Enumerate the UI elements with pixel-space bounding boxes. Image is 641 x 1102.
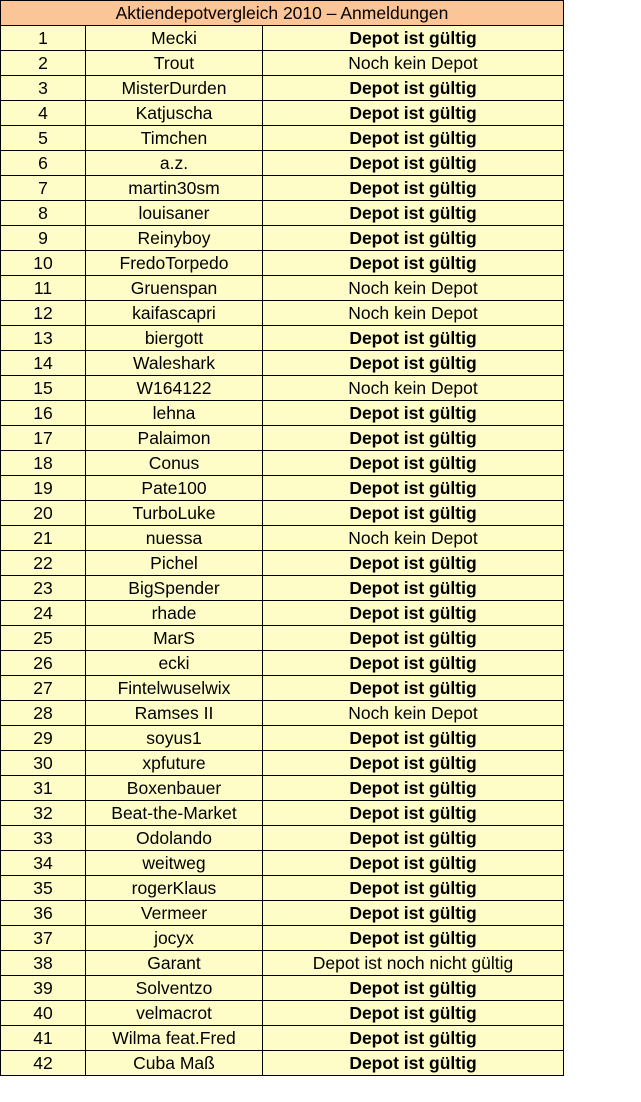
depot-status: Depot ist gültig <box>263 326 564 351</box>
participant-name: Fintelwuselwix <box>86 676 263 701</box>
table-row <box>1 201 564 226</box>
participant-name: MarS <box>86 626 263 651</box>
table-row <box>1 551 564 576</box>
participant-name: BigSpender <box>86 576 263 601</box>
participant-name: kaifascapri <box>86 301 263 326</box>
participant-name: Timchen <box>86 126 263 151</box>
row-number: 4 <box>1 101 86 126</box>
table-row <box>1 451 564 476</box>
depot-status: Depot ist gültig <box>263 601 564 626</box>
row-number: 27 <box>1 676 86 701</box>
table-row <box>1 226 564 251</box>
participant-name: Beat-the-Market <box>86 801 263 826</box>
table-row <box>1 426 564 451</box>
depot-status: Depot ist gültig <box>263 576 564 601</box>
row-number: 42 <box>1 1051 86 1076</box>
depot-status: Depot ist gültig <box>263 651 564 676</box>
depot-status: Depot ist gültig <box>263 1051 564 1076</box>
participant-name: FredoTorpedo <box>86 251 263 276</box>
depot-status: Depot ist gültig <box>263 76 564 101</box>
table-row <box>1 151 564 176</box>
depot-status: Depot ist gültig <box>263 1026 564 1051</box>
depot-status: Depot ist noch nicht gültig <box>263 951 564 976</box>
row-number: 19 <box>1 476 86 501</box>
row-number: 10 <box>1 251 86 276</box>
table-row <box>1 976 564 1001</box>
depot-status: Noch kein Depot <box>263 701 564 726</box>
row-number: 36 <box>1 901 86 926</box>
row-number: 17 <box>1 426 86 451</box>
participant-name: Reinyboy <box>86 226 263 251</box>
depot-status: Depot ist gültig <box>263 876 564 901</box>
table-row <box>1 951 564 976</box>
participant-name: Pate100 <box>86 476 263 501</box>
depot-status: Depot ist gültig <box>263 226 564 251</box>
participant-name: a.z. <box>86 151 263 176</box>
table-row <box>1 1051 564 1076</box>
depot-status: Depot ist gültig <box>263 751 564 776</box>
depot-status: Depot ist gültig <box>263 26 564 51</box>
table-row <box>1 651 564 676</box>
table-row <box>1 26 564 51</box>
table-row <box>1 501 564 526</box>
row-number: 37 <box>1 926 86 951</box>
depot-status: Noch kein Depot <box>263 376 564 401</box>
row-number: 33 <box>1 826 86 851</box>
depot-status: Depot ist gültig <box>263 176 564 201</box>
row-number: 20 <box>1 501 86 526</box>
table-row <box>1 626 564 651</box>
depot-status: Depot ist gültig <box>263 101 564 126</box>
row-number: 30 <box>1 751 86 776</box>
table-title: Aktiendepotvergleich 2010 – Anmeldungen <box>1 1 564 26</box>
row-number: 2 <box>1 51 86 76</box>
depot-status: Depot ist gültig <box>263 476 564 501</box>
table-row <box>1 751 564 776</box>
participant-name: W164122 <box>86 376 263 401</box>
table-row <box>1 251 564 276</box>
table-row <box>1 576 564 601</box>
row-number: 40 <box>1 1001 86 1026</box>
row-number: 31 <box>1 776 86 801</box>
row-number: 26 <box>1 651 86 676</box>
participant-name: Pichel <box>86 551 263 576</box>
table-row <box>1 351 564 376</box>
depot-status: Depot ist gültig <box>263 501 564 526</box>
participant-name: Gruenspan <box>86 276 263 301</box>
row-number: 1 <box>1 26 86 51</box>
table-row <box>1 601 564 626</box>
depot-status: Depot ist gültig <box>263 151 564 176</box>
table-row <box>1 726 564 751</box>
participant-name: louisaner <box>86 201 263 226</box>
table-row <box>1 176 564 201</box>
participant-name: Trout <box>86 51 263 76</box>
row-number: 21 <box>1 526 86 551</box>
row-number: 8 <box>1 201 86 226</box>
row-number: 25 <box>1 626 86 651</box>
participant-name: biergott <box>86 326 263 351</box>
participant-name: Conus <box>86 451 263 476</box>
participant-name: Ramses II <box>86 701 263 726</box>
depot-status: Depot ist gültig <box>263 401 564 426</box>
participant-name: TurboLuke <box>86 501 263 526</box>
depot-status: Depot ist gültig <box>263 826 564 851</box>
table-row <box>1 401 564 426</box>
participant-name: Odolando <box>86 826 263 851</box>
row-number: 3 <box>1 76 86 101</box>
row-number: 24 <box>1 601 86 626</box>
row-number: 38 <box>1 951 86 976</box>
depot-status: Depot ist gültig <box>263 726 564 751</box>
row-number: 14 <box>1 351 86 376</box>
row-number: 23 <box>1 576 86 601</box>
table-row <box>1 376 564 401</box>
participant-name: MisterDurden <box>86 76 263 101</box>
depot-status: Depot ist gültig <box>263 626 564 651</box>
depot-status: Depot ist gültig <box>263 926 564 951</box>
row-number: 5 <box>1 126 86 151</box>
depot-status: Noch kein Depot <box>263 51 564 76</box>
row-number: 28 <box>1 701 86 726</box>
row-number: 7 <box>1 176 86 201</box>
depot-status: Depot ist gültig <box>263 451 564 476</box>
participant-name: Boxenbauer <box>86 776 263 801</box>
table-row <box>1 826 564 851</box>
participant-name: velmacrot <box>86 1001 263 1026</box>
depot-status: Depot ist gültig <box>263 426 564 451</box>
row-number: 15 <box>1 376 86 401</box>
row-number: 41 <box>1 1026 86 1051</box>
depot-status: Depot ist gültig <box>263 251 564 276</box>
row-number: 35 <box>1 876 86 901</box>
participant-name: nuessa <box>86 526 263 551</box>
row-number: 11 <box>1 276 86 301</box>
table-row <box>1 676 564 701</box>
table-row <box>1 301 564 326</box>
row-number: 12 <box>1 301 86 326</box>
row-number: 34 <box>1 851 86 876</box>
table-row <box>1 326 564 351</box>
table-row <box>1 51 564 76</box>
table-row <box>1 901 564 926</box>
participant-name: soyus1 <box>86 726 263 751</box>
participant-name: ecki <box>86 651 263 676</box>
table-row <box>1 1026 564 1051</box>
table-row <box>1 101 564 126</box>
participant-name: Wilma feat.Fred <box>86 1026 263 1051</box>
row-number: 16 <box>1 401 86 426</box>
participant-name: weitweg <box>86 851 263 876</box>
participant-name: Garant <box>86 951 263 976</box>
row-number: 39 <box>1 976 86 1001</box>
table-row <box>1 526 564 551</box>
participant-name: rhade <box>86 601 263 626</box>
row-number: 29 <box>1 726 86 751</box>
depot-status: Depot ist gültig <box>263 551 564 576</box>
participant-name: lehna <box>86 401 263 426</box>
table-row <box>1 801 564 826</box>
depot-status: Noch kein Depot <box>263 276 564 301</box>
depot-status: Depot ist gültig <box>263 901 564 926</box>
participant-name: Mecki <box>86 26 263 51</box>
depot-status: Depot ist gültig <box>263 1001 564 1026</box>
row-number: 9 <box>1 226 86 251</box>
participant-name: martin30sm <box>86 176 263 201</box>
row-number: 22 <box>1 551 86 576</box>
depot-status: Depot ist gültig <box>263 676 564 701</box>
table-row <box>1 701 564 726</box>
depot-status: Noch kein Depot <box>263 301 564 326</box>
table-row <box>1 876 564 901</box>
depot-status: Depot ist gültig <box>263 126 564 151</box>
registration-table-body <box>1 1 564 1076</box>
table-row <box>1 926 564 951</box>
row-number: 6 <box>1 151 86 176</box>
participant-name: Katjuscha <box>86 101 263 126</box>
table-row <box>1 126 564 151</box>
participant-name: jocyx <box>86 926 263 951</box>
depot-status: Depot ist gültig <box>263 776 564 801</box>
table-title-row <box>1 1 564 26</box>
participant-name: Vermeer <box>86 901 263 926</box>
depot-status: Depot ist gültig <box>263 801 564 826</box>
participant-name: rogerKlaus <box>86 876 263 901</box>
table-row <box>1 276 564 301</box>
table-row <box>1 851 564 876</box>
row-number: 32 <box>1 801 86 826</box>
depot-status: Depot ist gültig <box>263 851 564 876</box>
depot-status: Depot ist gültig <box>263 976 564 1001</box>
participant-name: Palaimon <box>86 426 263 451</box>
row-number: 13 <box>1 326 86 351</box>
depot-status: Depot ist gültig <box>263 201 564 226</box>
participant-name: xpfuture <box>86 751 263 776</box>
participant-name: Cuba Maß <box>86 1051 263 1076</box>
row-number: 18 <box>1 451 86 476</box>
table-row <box>1 1001 564 1026</box>
participant-name: Solventzo <box>86 976 263 1001</box>
participant-name: Waleshark <box>86 351 263 376</box>
depot-status: Depot ist gültig <box>263 351 564 376</box>
table-row <box>1 76 564 101</box>
table-row <box>1 476 564 501</box>
depot-status: Noch kein Depot <box>263 526 564 551</box>
table-row <box>1 776 564 801</box>
